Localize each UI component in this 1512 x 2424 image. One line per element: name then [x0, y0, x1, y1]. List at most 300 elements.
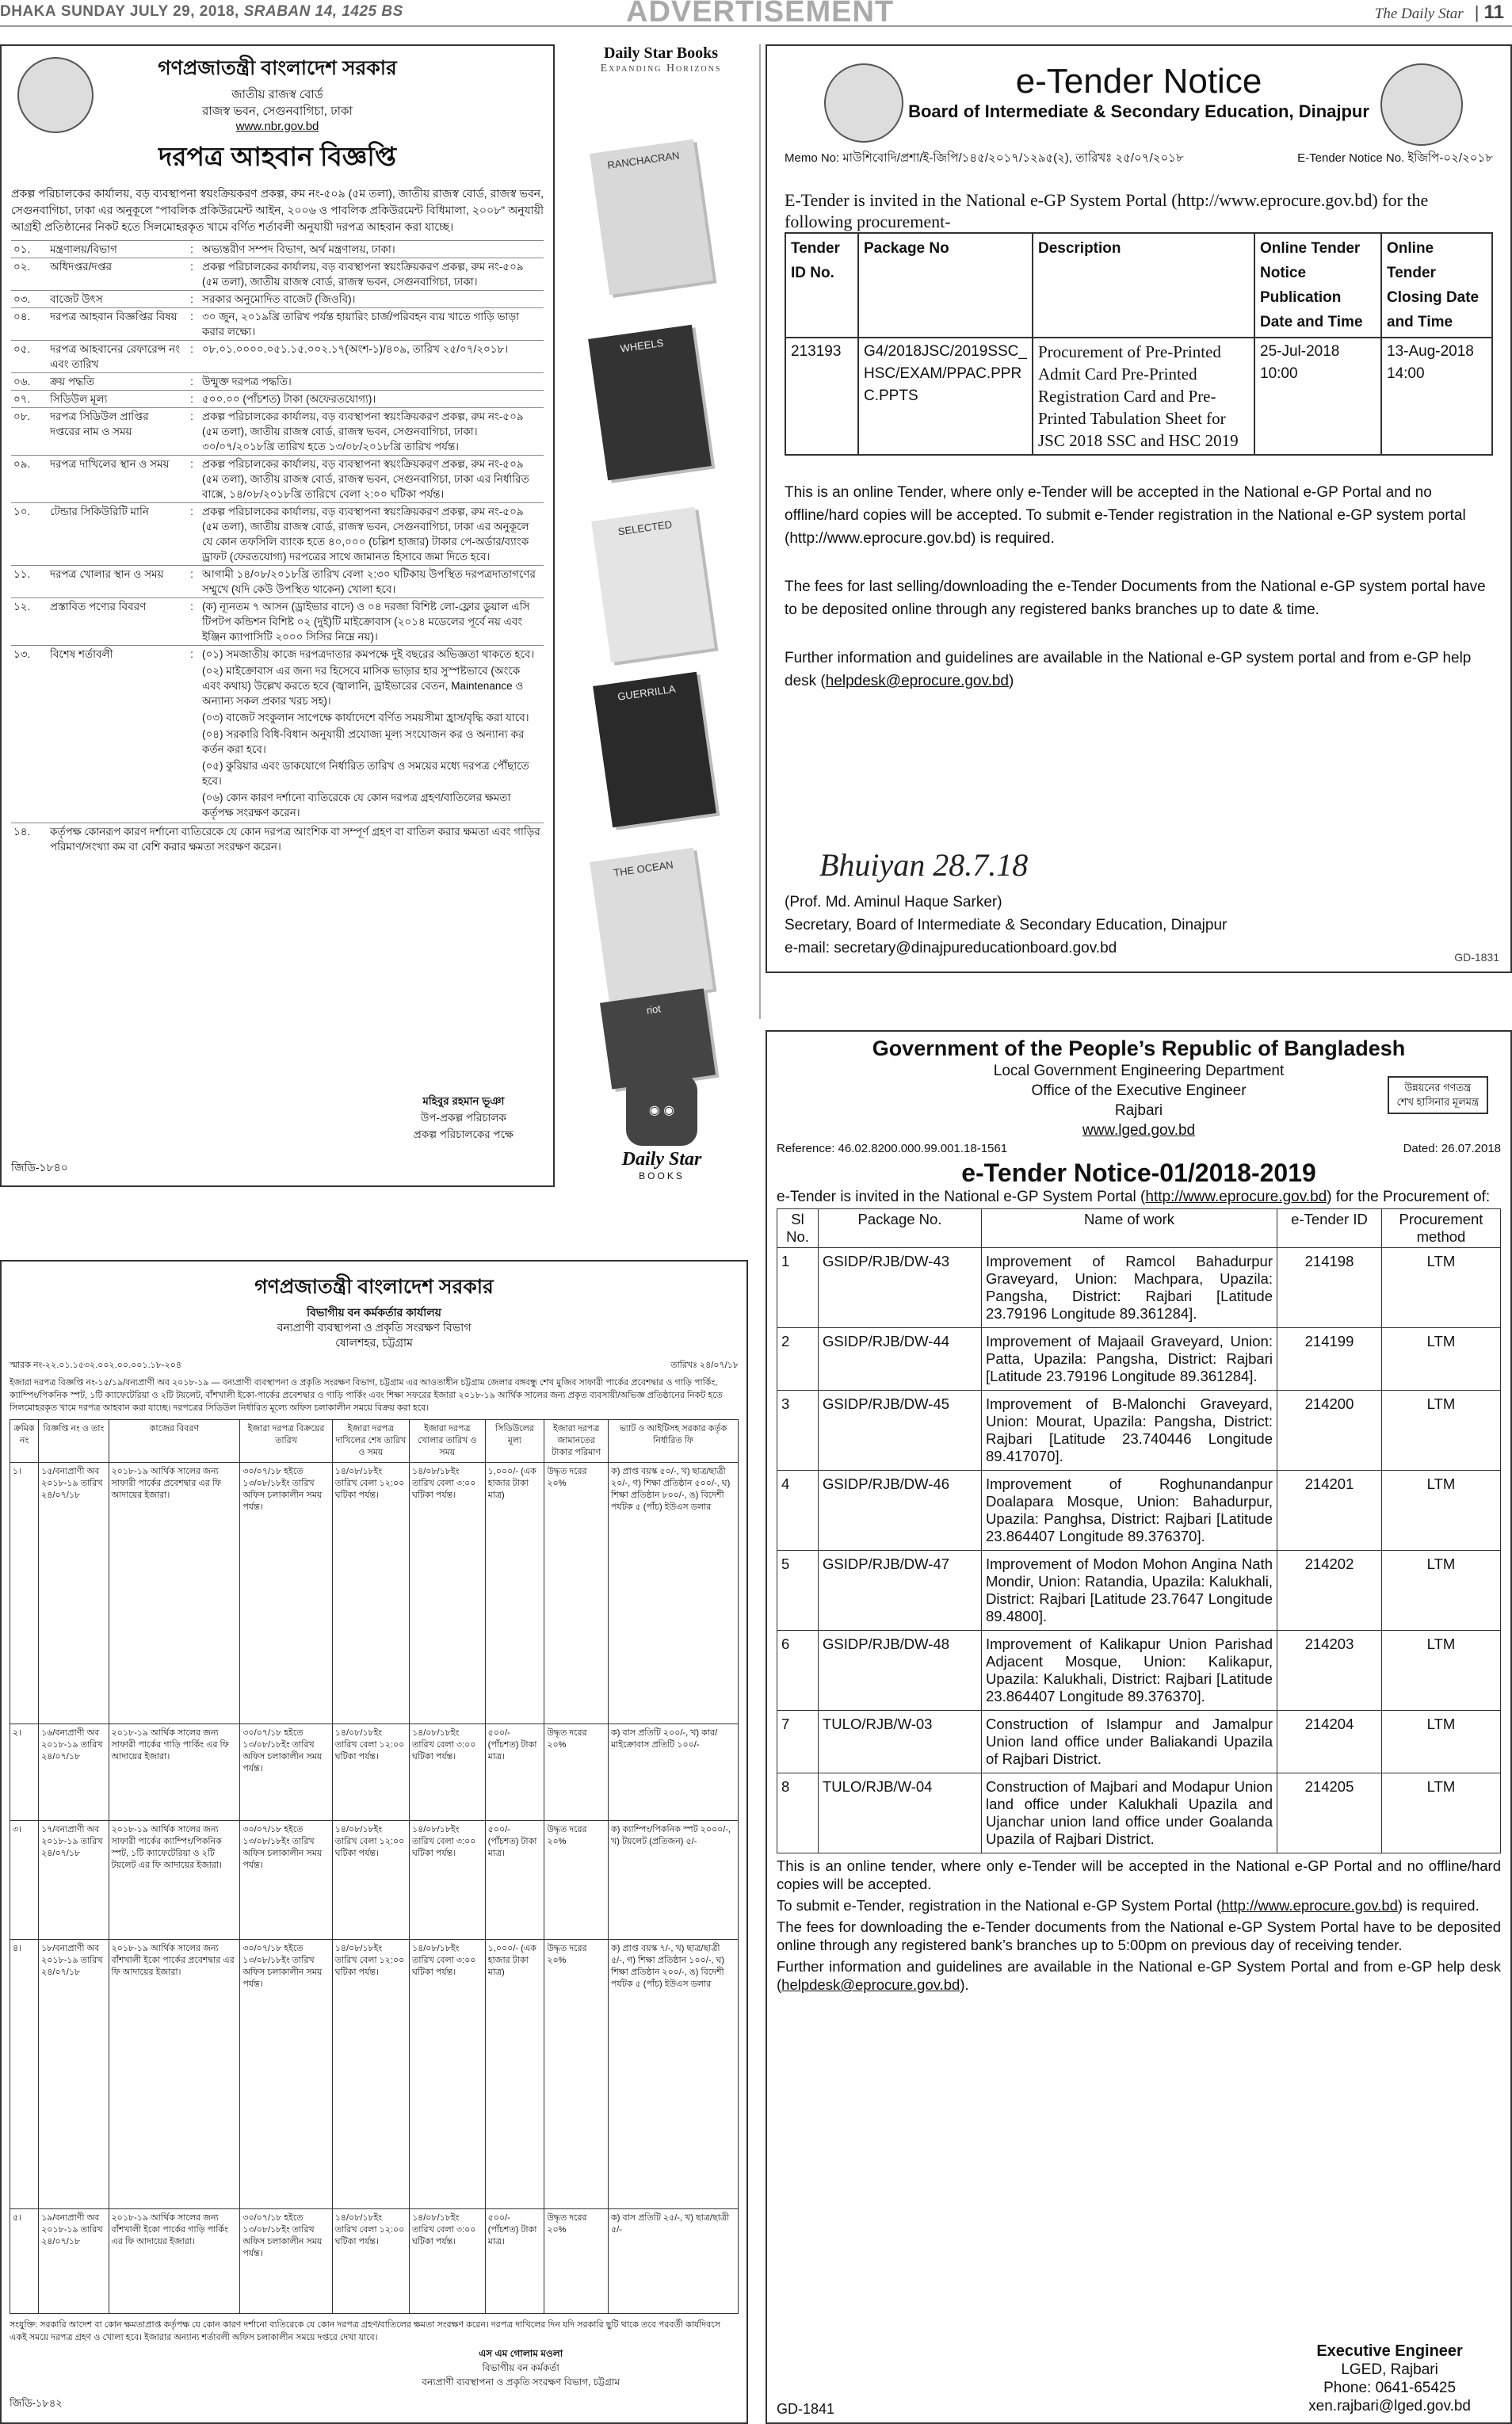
column-header: Sl No. [777, 1209, 819, 1248]
table-row [10, 1463, 739, 1724]
book-cover-title: riot [645, 1002, 662, 1017]
package-no: G4/2018JSC/2019SSC_ HSC/EXAM/PPAC.PPR C.PPTS [858, 338, 1033, 455]
cell-submit: ১৪/০৮/১৮ইং তারিখ বেলা ১২:০০ ঘটিকা পর্যন্ত। [332, 1724, 409, 1821]
term-item: (০২) মাইক্রোবাস এর জন্য দর হিসেবে মাসিক ভাড়ার হার সুস্পষ্টভাবে (অংকে এবং কথায়) উল্লেখ করতে হবে (জ্বালানি, ড্রাইভারের বেতন, Maintenance ও অন্যান্য সকল প্রকার খরচ সহ)। [202, 665, 524, 707]
row-label: প্রস্তাবিত পণ্যের বিবরণ [48, 598, 184, 646]
memo-no: স্মারক নং-২২.০১.১৫৩২.০০২.০০.০০১.১৮-২০৪ [10, 1361, 182, 1370]
row-value: অভ্যন্তরীণ সম্পদ বিভাগ, অর্থ মন্ত্রণালয়, ঢাকা। [200, 241, 544, 258]
table-row [777, 1471, 1501, 1551]
row-label: দরপত্র আহবানের রেফারেন্স নং এবং তারিখ [48, 341, 184, 373]
books-title: Daily Star Books [603, 44, 719, 62]
column-divider [759, 44, 761, 1019]
cell-work: Construction of Islampur and Jamalpur Union land office under Baliakandi Upazila of Rajbari District. [982, 1711, 1277, 1773]
signer-name: মহিবুর রহমান ভূঞা [422, 1095, 505, 1107]
ad-address: রাজস্ব ভবন, সেগুনবাগিচা, ঢাকা [202, 105, 353, 118]
board-logo-icon [824, 63, 903, 143]
row-colon: : [184, 503, 200, 566]
table-row [777, 1551, 1501, 1631]
signer-title: Secretary, Board of Intermediate & Secondary Education, Dinajpur [785, 917, 1228, 933]
row-label: মন্ত্রণালয়/বিভাগ [48, 241, 184, 258]
cell-tender-id: 214199 [1277, 1328, 1382, 1391]
cell-work: Improvement of Majaail Graveyard, Union: Patta, Upazila: Pangsha, District: Rajbari [Latitude 23.79196 Longitude 89.361284]. [982, 1328, 1277, 1391]
cell-sl: 1 [777, 1248, 819, 1328]
closing-date: 13-Aug-2018 14:00 [1381, 338, 1492, 455]
cell-package: TULO/RJB/W-03 [819, 1711, 982, 1773]
ad-code: GD-1841 [777, 2401, 835, 2417]
cell-tender-id: 214205 [1277, 1773, 1382, 1853]
table-row [10, 2209, 739, 2314]
cell-work: ২০১৮-১৯ আর্থিক সালের জন্য বাঁশখালী ইকো পার্কের প্রবেশদ্বার এর ফি আদায়ের ইজারা। [109, 1940, 240, 2209]
cell-package: GSIDP/RJB/DW-47 [819, 1551, 982, 1631]
cell-sl: ৩। [10, 1821, 39, 1940]
row-value [200, 646, 544, 823]
cell-method: LTM [1382, 1631, 1501, 1711]
ad-intro: ইজারা দরপত্র বিজ্ঞপ্তি নং-১৫/১৯/বন্যপ্রাণী অব ২০১৮-১৯ — বন্যপ্রাণী ব্যবস্থাপনা ও প্রকৃতি সংরক্ষণ বিভাগ, চট্টগ্রাম এর আওতাধীন চট্টগ্রাম জেলার বঙ্গবন্ধু শেখ মুজিব সাফারী পার্কের প্রবেশদ্বার ও গাড়ি পার্কিং, ক্যাম্পিং/পিকনিক স্পট, ১টি ক্যাফেটেরিয়া ও ২টি টয়লেট, বাঁশখালী ইকো-পার্কের প্রবেশদ্বার ও গাড়ি পার্কিং এবং শিক্ষা সফরের ইজারা ২০১৮-১৯ আর্থিক সালের জন্য প্রকৃত ব্যবসায়ী/অভিজ্ঞ প্রতিষ্ঠানের নিকট হতে সিলমোহরকৃত খামে দরপত্র আহবান করা যাচ্ছে। দরপত্রের সিডিউল নির্ধারিত মূল্যে অফিস চলাকালীন সময়ে বিক্রয় করা হবে। [10, 1378, 723, 1413]
signer-org: LGED, Rajbari [1341, 2361, 1438, 2378]
cell-open: ১৪/০৮/১৮ইং তারিখ বেলা ৩:০০ ঘটিকা পর্যন্ত। [409, 1724, 485, 1821]
cell-work: ২০১৮-১৯ আর্থিক সালের জন্য সাফারী পার্কের গাড়ি পার্কিং এর ফি আদায়ের ইজারা। [109, 1724, 240, 1821]
dinajpur-etender-ad [766, 44, 1512, 973]
row-value: আগামী ১৪/০৮/২০১৮খ্রি তারিখ বেলা ২:৩০ ঘটিকায় উপস্থিত দরপত্রদাতাগণের সম্মুখে (যদি কেউ উপস্থিত থাকেন) খোলা হবে। [200, 566, 544, 598]
table-row [777, 1391, 1501, 1471]
signer-title: Executive Engineer [1316, 2342, 1463, 2360]
row-label: দরপত্র সিডিউল প্রাপ্তির দপ্তরের নাম ও সময় [48, 408, 184, 456]
cell-deposit: উদ্ধৃত দরের ২০% [544, 1463, 609, 1724]
cell-fee: ১,০০০/- (এক হাজার টাকা মাত্র) [485, 1463, 544, 1724]
paragraph: The fees for last selling/downloading the e-Tender Documents from the National e-GP system portal have to be deposited online through any registered banks branches up to date & time. [785, 578, 1486, 618]
govt-seal-icon [1380, 63, 1463, 146]
row-colon: : [184, 241, 200, 258]
cell-work: Improvement of Kalikapur Union Parishad Adjacent Mosque, Union: Kalikapur, Upazila: Kalukhali, District: Rajbari [Latitude 23.864407 Longitude 89.376370]. [982, 1631, 1277, 1711]
owl-logo-icon: ◉ ◉ [626, 1075, 697, 1146]
term-item: (০৫) কুরিয়ার এবং ডাকযোগে নির্ধারিত তারিখ ও সময়ের মধ্যে দরপত্র পৌঁছাতে হবে। [202, 760, 529, 787]
cell-tender-id: 214201 [1277, 1471, 1382, 1551]
column-header: ক্রমিক নং [10, 1420, 39, 1463]
govt-seal-icon [17, 57, 94, 133]
ad-title: e-Tender Notice-01/2018-2019 [961, 1159, 1316, 1187]
row-label: দরপত্র খোলার স্থান ও সময় [48, 566, 184, 598]
ad-title: e-Tender Notice [1015, 62, 1262, 101]
row-colon: : [184, 291, 200, 308]
cell-sale: ৩০/০৭/১৮ হইতে ১৩/০৮/১৮ইং তারিখ অফিস চলাকালীন সময় পর্যন্ত। [240, 1821, 332, 1940]
date: SUNDAY JULY 29, 2018, [60, 3, 239, 20]
cell-ref: ১৮/বন্যপ্রাণী অব ২০১৮-১৯ তারিখ ২৪/০৭/১৮ [39, 1940, 109, 2209]
cell-ref: ১৭/বন্যপ্রাণী অব ২০১৮-১৯ তারিখ ২৪/০৭/১৮ [39, 1821, 109, 1940]
cell-open: ১৪/০৮/১৮ইং তারিখ বেলা ৩:০০ ঘটিকা পর্যন্ত। [409, 2209, 485, 2314]
publication-date: 25-Jul-2018 10:00 [1254, 338, 1381, 455]
table-row [11, 308, 544, 341]
row-label: ক্রয় পদ্ধতি [48, 373, 184, 391]
table-row [11, 408, 544, 456]
row-label: দরপত্র আহবান বিজ্ঞপ্তির বিষয় [48, 308, 184, 341]
ad-website-link[interactable]: www.lged.gov.bd [1082, 1122, 1196, 1139]
column-header: Procurement method [1382, 1209, 1501, 1248]
cell-open: ১৪/০৮/১৮ইং তারিখ বেলা ৩:০০ ঘটিকা পর্যন্ত। [409, 1821, 485, 1940]
book-cover[interactable] [588, 325, 712, 481]
tender-id: 213193 [785, 338, 858, 455]
book-cover-title: GUERRILLA [617, 682, 677, 703]
signer-email[interactable]: xen.rajbari@lged.gov.bd [1308, 2398, 1471, 2414]
cell-sale: ৩০/০৭/১৮ হইতে ১৩/০৮/১৮ইং তারিখ অফিস চলাকালীন সময় পর্যন্ত। [240, 2209, 332, 2314]
paragraph: This is an online tender, where only e-Tender will be accepted in the National e-GP Portal and no offline/hard copies will be accepted. [777, 1857, 1501, 1892]
cell-method: LTM [1382, 1471, 1501, 1551]
lease-table [10, 1419, 739, 2314]
cell-method: LTM [1382, 1773, 1501, 1853]
ad-office: Office of the Executive Engineer [1031, 1082, 1247, 1099]
cell-sl: 7 [777, 1711, 819, 1773]
signature-block [414, 1093, 514, 1143]
ad-title: দরপত্র আহবান বিজ্ঞপ্তি [158, 142, 396, 171]
cell-ref: ১৬/বন্যপ্রাণী অব ২০১৮-১৯ তারিখ ২৪/০৭/১৮ [39, 1724, 109, 1821]
cell-method: LTM [1382, 1391, 1501, 1471]
book-cover-title: RANCHACRAN [606, 149, 681, 172]
cell-ref: ১৫/বন্যপ্রাণী অব ২০১৮-১৯ তারিখ ২৪/০৭/১৮ [39, 1463, 109, 1724]
row-label: অধিদপ্তর/দপ্তর [48, 258, 184, 291]
row-colon: : [184, 408, 200, 456]
cell-sl: 3 [777, 1391, 819, 1471]
row-colon: : [184, 373, 200, 391]
column-header: ইজারা দরপত্র জামানতের টাকার পরিমাণ [544, 1420, 609, 1463]
row-colon: : [184, 308, 200, 341]
tender-terms-table [11, 240, 544, 855]
cell-open: ১৪/০৮/১৮ইং তারিখ বেলা ৩:০০ ঘটিকা পর্যন্ত। [409, 1463, 485, 1724]
cell-tender-id: 214203 [1277, 1631, 1382, 1711]
row-value: ৫০০.০০ (পাঁচশত) টাকা (অফেরতযোগ্য)। [200, 391, 544, 408]
row-label: দরপত্র দাখিলের স্থান ও সময় [48, 456, 184, 503]
cell-sl: 4 [777, 1471, 819, 1551]
signer-dept: বন্যপ্রাণী ব্যবস্থাপনা ও প্রকৃতি সংরক্ষণ বিভাগ, চট্টগ্রাম [422, 2376, 620, 2388]
daily-star-books-ad [566, 44, 756, 1201]
memo-line [10, 1358, 739, 1373]
cell-package: GSIDP/RJB/DW-43 [819, 1248, 982, 1328]
nbr-tender-ad [0, 44, 555, 1187]
ad-govt-title: Government of the People’s Republic of Bangladesh [872, 1036, 1406, 1060]
cell-sl: 6 [777, 1631, 819, 1711]
row-colon: : [184, 646, 200, 823]
cell-charges: ক) বাস প্রতিটি ২৫/-, খ) ছাত্র/ছাত্রী ৫/- [609, 2209, 739, 2314]
column-header: Package No [858, 233, 1033, 338]
cell-sl: 8 [777, 1773, 819, 1853]
table-row [11, 391, 544, 408]
column-header: Package No. [819, 1209, 982, 1248]
signer-title: বিভাগীয় বন কর্মকর্তা [482, 2362, 559, 2373]
ad-subtitle: Board of Intermediate & Secondary Education, Dinajpur [908, 101, 1369, 121]
city: DHAKA [0, 3, 57, 20]
ad-office: বিভাগীয় বন কর্মকর্তার কার্যালয় [307, 1306, 441, 1319]
cell-package: GSIDP/RJB/DW-48 [819, 1631, 982, 1711]
row-colon: : [184, 341, 200, 373]
cell-sl: ২। [10, 1724, 39, 1821]
table-row [785, 338, 1492, 455]
reference-line [777, 1142, 1501, 1155]
tender-table [777, 1208, 1501, 1853]
row-number: ১২. [11, 598, 48, 646]
cell-charges: ক) বাস প্রতিটি ২০০/-, খ) কার/মাইক্রোবাস প্রতিটি ১০০/- [609, 1724, 739, 1821]
paragraph: The fees for downloading the e-Tender documents from the National e-GP System Portal have to be deposited online through any registered bank’s branches up to 5:00pm on previous day of receiving tender. [777, 1918, 1501, 1953]
ad-dept: Local Government Engineering Department [993, 1063, 1285, 1079]
column-header: সিডিউলের মূল্য [485, 1420, 544, 1463]
table-row [11, 341, 544, 373]
table-row [11, 823, 544, 856]
cell-submit: ১৪/০৮/১৮ইং তারিখ বেলা ১২:০০ ঘটিকা পর্যন্ত। [332, 2209, 409, 2314]
description: Procurement of Pre-Printed Admit Card Pre-Printed Registration Card and Pre-Printed Tabulation Sheet for JSC 2018 SSC and HSC 2019 [1033, 338, 1254, 455]
cell-tender-id: 214202 [1277, 1551, 1382, 1631]
row-value: কর্তৃপক্ষ কোনরূপ কারণ দর্শানো ব্যতিরেকে যে কোন দরপত্র আংশিক বা সম্পূর্ণ গ্রহণ বা বাতিল করার ক্ষমতা এবং গাড়ির পরিমাণ/সংখ্যা কম বা বেশি করার ক্ষমতা সংরক্ষণ করেন। [48, 823, 544, 856]
cell-sl: 2 [777, 1328, 819, 1391]
table-row [10, 1940, 739, 2209]
cell-work: ২০১৮-১৯ আর্থিক সালের জন্য বাঁশখালী ইকো পার্কের গাড়ি পার্কিং এর ফি আদায়ের ইজারা। [109, 2209, 240, 2314]
cell-tender-id: 214204 [1277, 1711, 1382, 1773]
ad-address: ষোলশহর, চট্টগ্রাম [335, 1336, 413, 1349]
cell-open: ১৪/০৮/১৮ইং তারিখ বেলা ৩:০০ ঘটিকা পর্যন্ত। [409, 1940, 485, 2209]
reference-no: Reference: 46.02.8200.000.99.001.18-1561 [777, 1142, 1008, 1155]
table-row [11, 456, 544, 503]
term-item: (০৪) সরকারি বিধি-বিধান অনুযায়ী প্রযোজ্য মূল্য সংযোজন কর ও অন্যান্য কর কর্তন করা হবে। [202, 728, 525, 755]
row-number: ০১. [11, 241, 48, 258]
cell-ref: ১৯/বন্যপ্রাণী অব ২০১৮-১৯ তারিখ ২৪/০৭/১৮ [39, 2209, 109, 2314]
ad-website-link[interactable]: www.nbr.gov.bd [235, 120, 319, 133]
row-number: ০৯. [11, 456, 48, 503]
cell-sl: 5 [777, 1551, 819, 1631]
paper-folio: The Daily Star | 11 [1374, 2, 1504, 23]
column-header: কাজের বিবরণ [109, 1420, 240, 1463]
row-number: ০৪. [11, 308, 48, 341]
cell-work: ২০১৮-১৯ আর্থিক সালের জন্য সাফারী পার্কের ক্যাম্পিং/পিকনিক স্পট, ১টি ক্যাফেটেরিয়া ও ২টি টয়লেট এর ফি আদায়ের ইজারা। [109, 1821, 240, 1940]
row-number: ১৩. [11, 646, 48, 823]
book-cover-title: THE OCEAN [613, 858, 674, 879]
signature-block [422, 2346, 620, 2389]
row-number: ০৩. [11, 291, 48, 308]
paragraph: To submit e-Tender, registration in the National e-GP System Portal (http://www.eprocure.gov.bd) is required. [777, 1897, 1480, 1914]
signer-for: প্রকল্প পরিচালকের পক্ষে [413, 1128, 514, 1140]
book-cover[interactable] [590, 848, 713, 1004]
eprocure-link[interactable]: http://www.eprocure.gov.bd [1221, 1897, 1398, 1914]
row-value: প্রকল্প পরিচালকের কার্যালয়, বড় ব্যবস্থাপনা স্বয়ংক্রিয়করণ প্রকল্প, রুম নং-৫০৯ (৫ম তলা), জাতীয় রাজস্ব বোর্ড, রাজস্ব ভবন, সেগুনবাগিচা, ঢাকা। ৩০/০৭/২০১৮খ্রি তারিখ হতে ১৩/০৮/২০১৮খ্রি তারিখ পর্যন্ত। [200, 408, 544, 456]
helpdesk-link[interactable]: helpdesk@eprocure.gov.bd [781, 1976, 960, 1993]
dateline [0, 3, 403, 21]
row-colon: : [184, 566, 200, 598]
cell-work: Improvement of B-Malonchi Graveyard, Union: Mourat, Upazila: Pangsha, District: Rajbari [Latitude 23.740446 Longitude 89.417070]. [982, 1391, 1277, 1471]
row-value: প্রকল্প পরিচালকের কার্যালয়, বড় ব্যবস্থাপনা স্বয়ংক্রিয়করণ প্রকল্প, রুম নং-৫০৯ (৫ম তলা), জাতীয় রাজস্ব বোর্ড, রাজস্ব ভবন, সেগুনবাগিচা, ঢাকা এর নির্ধারিত বাক্সে, ১৪/০৮/২০১৮খ্রি তারিখে বেলা ২:০০ ঘটিকা পর্যন্ত। [200, 456, 544, 503]
cell-deposit: উদ্ধৃত দরের ২০% [544, 2209, 609, 2314]
table-row [11, 598, 544, 646]
cell-charges: ক) প্রাপ্ত বয়স্ক ৭/-, খ) ছাত্র/ছাত্রী ৫/-, গ) শিক্ষা প্রতিষ্ঠান ১০০/-, ঘ) শিক্ষা প্রতিষ্ঠান ২০০/-, ঙ) বিদেশী পর্যটক ৫ (পাঁচ) ইউএস ডলার [609, 1940, 739, 2209]
page-number: 11 [1483, 2, 1504, 23]
book-cover-title: WHEELS [619, 336, 665, 355]
table-row [777, 1248, 1501, 1328]
cell-sl: ৪। [10, 1940, 39, 2209]
cell-work: Construction of Majbari and Modapur Union land office under Kalukhali Upazila and Ujanchar union land office under Goalanda Upazila of Rajbari District. [982, 1773, 1277, 1853]
row-value: ০৮.০১.০০০০.০৫১.১৫.০০২.১৭(অংশ-১)/৪০৯, তারিখ ২৫/০৭/২০১৮। [200, 341, 544, 373]
signer-name: এস এম গোলাম মওলা [479, 2348, 563, 2359]
row-number: ০২. [11, 258, 48, 291]
cell-sl: ১। [10, 1463, 39, 1724]
row-number: ০৬. [11, 373, 48, 391]
cell-sale: ৩০/০৭/১৮ হইতে ১৩/০৮/১৮ইং তারিখ অফিস চলাকালীন সময় পর্যন্ত। [240, 1463, 332, 1724]
column-header: ইজারা দরপত্র বিক্রয়ের তারিখ [240, 1420, 332, 1463]
table-row [11, 241, 544, 258]
book-cover[interactable] [590, 139, 713, 296]
column-header: Tender ID No. [785, 233, 858, 338]
table-row [777, 1711, 1501, 1773]
tender-table [785, 232, 1493, 456]
brand-sub: BOOKS [639, 1170, 685, 1181]
cell-sale: ৩০/০৭/১৮ হইতে ১৩/০৮/১৮ইং তারিখ অফিস চলাকালীন সময় পর্যন্ত। [240, 1940, 332, 2209]
cell-method: LTM [1382, 1248, 1501, 1328]
row-colon: : [184, 456, 200, 503]
cell-work: Improvement of Ramcol Bahadurpur Graveyard, Union: Machpara, Upazila: Pangsha, District: Rajbari [Latitude 23.79196 Longitude 89.361284]. [982, 1248, 1277, 1328]
lead-paragraph: e-Tender is invited in the National e-GP System Portal (http://www.eprocure.gov.bd) for the Procurement of: [777, 1189, 1491, 1205]
memo-no: Memo No: মাউশিবোদি/প্রশা/ই-জিপি/১৪৫/২০১৭/১২৯৫(২), তারিখঃ ২৫/০৭/২০১৮ [785, 151, 1184, 165]
column-header: Online Tender Closing Date and Time [1381, 233, 1492, 338]
column-header: ভ্যাট ও আইটিসহ সরকার কর্তৃক নির্ধারিত ফি [609, 1420, 739, 1463]
cell-submit: ১৪/০৮/১৮ইং তারিখ বেলা ১২:০০ ঘটিকা পর্যন্ত। [332, 1821, 409, 1940]
cell-tender-id: 214198 [1277, 1248, 1382, 1328]
cell-work: Improvement of Modon Mohon Angina Nath Mondir, Union: Ratandia, Upazila: Kalukhali, District: Rajbari [Latitude 23.7647 Longitude 89.4800]. [982, 1551, 1277, 1631]
ad-govt-title: গণপ্রজাতন্ত্রী বাংলাদেশ সরকার [254, 1276, 494, 1298]
book-cover-title: SELECTED [617, 518, 673, 538]
masthead [0, 0, 1512, 27]
cell-fee: ১,০০০/- (এক হাজার টাকা মাত্র) [485, 1940, 544, 2209]
signer-phone: Phone: 0641-65425 [1323, 2380, 1457, 2396]
book-cover[interactable] [591, 507, 715, 663]
row-value: উন্মুক্ত দরপত্র পদ্ধতি। [200, 373, 544, 391]
signer-name: (Prof. Md. Aminul Haque Sarker) [785, 894, 1002, 910]
lged-etender-ad [766, 1030, 1512, 2424]
table-row [10, 1821, 739, 1940]
section-title: ADVERTISEMENT [626, 0, 895, 29]
cell-package: GSIDP/RJB/DW-45 [819, 1391, 982, 1471]
table-row [11, 291, 544, 308]
term-item: (০১) সমজাতীয় কাজে দরপত্রদাতার কমপক্ষে দুই বছরের অভিজ্ঞতা থাকতে হবে। [202, 648, 535, 660]
term-item: (০৬) কোন কারণ দর্শানো ব্যতিরেকে যে কোন দরপত্র গ্রহণ/বাতিলের ক্ষমতা কর্তৃপক্ষ সংরক্ষণ করেন। [202, 792, 511, 819]
cell-fee: ৫০০/- (পাঁচশত) টাকা মাত্র। [485, 1724, 544, 1821]
cell-deposit: উদ্ধৃত দরের ২০% [544, 1940, 609, 2209]
row-number: ১০. [11, 503, 48, 566]
ad-govt-title: গণপ্রজাতন্ত্রী বাংলাদেশ সরকার [158, 57, 397, 79]
row-label: বিশেষ শর্তাবলী [48, 646, 184, 823]
cell-sl: ৫। [10, 2209, 39, 2314]
ad-place: Rajbari [1114, 1102, 1163, 1119]
column-header: ইজারা দরপত্র খোলার তারিখ ও সময় [409, 1420, 485, 1463]
row-number: ১১. [11, 566, 48, 598]
ad-code: GD-1831 [1454, 951, 1499, 964]
table-row [11, 258, 544, 291]
lead-paragraph: E-Tender is invited in the National e-GP System Portal (http://www.eprocure.gov.bd) for the following procurement- [785, 190, 1429, 231]
row-number: ১৪. [11, 823, 48, 856]
handwritten-signature: Bhuiyan 28.7.18 [819, 847, 1029, 883]
term-item: (০৩) বাজেট সংকুলান সাপেক্ষে কার্যাদেশে বর্ণিত সময়সীমা হ্রাস/বৃদ্ধি করা যাবে। [202, 712, 529, 723]
eprocure-link[interactable]: http://www.eprocure.gov.bd [1145, 1189, 1327, 1205]
column-header: Description [1033, 233, 1254, 338]
signature-block [785, 891, 1227, 960]
ad-intro: প্রকল্প পরিচালকের কার্যালয়, বড় ব্যবস্থাপনা স্বয়ংক্রিয়করণ প্রকল্প, রুম নং-৫০৯ (৫ম তলা), জাতীয় রাজস্ব বোর্ড, রাজস্ব ভবন, সেগুনবাগিচা, ঢাকা এর অনুকূলে "পাবলিক প্রকিউরমেন্ট আইন, ২০০৬ ও পাবলিক প্রকিউরমেন্ট বিধিমালা, ২০০৮" অনুযায়ী আগ্রহী প্রতিষ্ঠানের নিকট হতে সিলমোহরকৃত খামে বর্ণিত শর্তাবলী অনুযায়ী দরপত্র আহবান করা যাচ্ছে। [11, 187, 544, 233]
cell-tender-id: 214200 [1277, 1391, 1382, 1471]
book-cover[interactable] [593, 672, 716, 828]
row-label: বাজেট উৎস [48, 291, 184, 308]
signer-title: উপ-প্রকল্প পরিচালক [420, 1112, 507, 1124]
row-value: (ক) ন্যূনতম ৭ আসন (ড্রাইভার বাদে) ও ০৪ দরজা বিশিষ্ট লো-ফ্লোর ডুয়াল এসি টিপটপ কন্ডিশন বিশিষ্ট ০২ (দুই)টি মাইক্রোবাস (২০১৪ মডেলের পূর্বে নয় এবং ইঞ্জিন ক্যাপাসিটি ২০০০ সিসির নিম্নে নয়)। [200, 598, 544, 646]
books-brand [610, 1075, 713, 1181]
cell-deposit: উদ্ধৃত দরের ২০% [544, 1821, 609, 1940]
ad-board: জাতীয় রাজস্ব বোর্ড [231, 88, 323, 101]
cell-fee: ৫০০/- (পাঁচশত) টাকা মাত্র। [485, 2209, 544, 2314]
cell-method: LTM [1382, 1551, 1501, 1631]
table-row [11, 503, 544, 566]
date-bn: SRABAN 14, 1425 BS [243, 3, 403, 20]
slogan-stamp: উন্নয়নের গণতন্ত্র শেখ হাসিনার মূলমন্ত্র [1388, 1076, 1488, 1114]
row-value: সরকার অনুমোদিত বাজেট (জিওবি)। [200, 291, 544, 308]
table-row [10, 1724, 739, 1821]
paragraph: Further information and guidelines are available in the National e-GP system portal and from e-GP help desk (helpdesk@eprocure.gov.bd) [785, 650, 1472, 689]
row-value: ৩০ জুন, ২০১৯খ্রি তারিখ পর্যন্ত হায়ারিং চার্জ/পরিবহন ব্যয় খাতে গাড়ি ভাড়া করার লক্ষ্যে। [200, 308, 544, 341]
cell-method: LTM [1382, 1711, 1501, 1773]
reference-date: Dated: 26.07.2018 [1403, 1142, 1501, 1155]
column-header: e-Tender ID [1277, 1209, 1382, 1248]
cell-submit: ১৪/০৮/১৮ইং তারিখ বেলা ১২:০০ ঘটিকা পর্যন্ত। [332, 1463, 409, 1724]
signature-block [1308, 2342, 1471, 2415]
cell-charges: ক) ক্যাম্পিং/পিকনিক স্পট ২০০০/-, খ) টয়লেট (প্রতিজন) ৫/- [609, 1821, 739, 1940]
table-row [11, 646, 544, 823]
cell-work: ২০১৮-১৯ আর্থিক সালের জন্য সাফারী পার্কের প্রবেশদ্বার এর ফি আদায়ের ইজারা। [109, 1463, 240, 1724]
cell-submit: ১৪/০৮/১৮ইং তারিখ বেলা ১২:০০ ঘটিকা পর্যন্ত। [332, 1940, 409, 2209]
row-colon: : [184, 258, 200, 291]
cell-package: TULO/RJB/W-04 [819, 1773, 982, 1853]
row-number: ০৭. [11, 391, 48, 408]
helpdesk-link[interactable]: helpdesk@eprocure.gov.bd [825, 673, 1009, 689]
table-row [777, 1328, 1501, 1391]
column-header: বিজ্ঞপ্তি নং ও তাং [39, 1420, 109, 1463]
paragraph: Further information and guidelines are available in the National e-GP System Portal and from e-GP help desk (helpdesk@eprocure.gov.bd). [777, 1958, 1501, 1993]
column-header: Name of work [982, 1209, 1277, 1248]
memo-date: তারিখঃ ২৪/০৭/১৮ [670, 1361, 739, 1370]
row-label: টেন্ডার সিকিউরিটি মানি [48, 503, 184, 566]
row-label: সিডিউল মূল্য [48, 391, 184, 408]
cell-sale: ৩০/০৭/১৮ হইতে ১৩/০৮/১৮ইং তারিখ অফিস চলাকালীন সময় পর্যন্ত। [240, 1724, 332, 1821]
paragraph: This is an online Tender, where only e-Tender will be accepted in the National e-GP Portal and no offline/hard copies will be accepted. To submit e-Tender registration in the National e-GP system portal (http://www.eprocure.gov.bd) is required. [785, 484, 1466, 547]
cell-package: GSIDP/RJB/DW-46 [819, 1471, 982, 1551]
ad-dept: বন্যপ্রাণী ব্যবস্থাপনা ও প্রকৃতি সংরক্ষণ বিভাগ [277, 1321, 472, 1334]
table-row [777, 1631, 1501, 1711]
forest-lease-tender-ad [0, 1260, 748, 2424]
notice-no: E-Tender Notice No. ইজিপি-০২/২০১৮ [1297, 151, 1493, 165]
table-row [777, 1773, 1501, 1853]
cell-deposit: উদ্ধৃত দরের ২০% [544, 1724, 609, 1821]
row-value: প্রকল্প পরিচালকের কার্যালয়, বড় ব্যবস্থাপনা স্বয়ংক্রিয়করণ প্রকল্প, রুম নং-৫০৯ (৫ম তলা), জাতীয় রাজস্ব বোর্ড, রাজস্ব ভবন, সেগুনবাগিচা, ঢাকা। [200, 258, 544, 291]
cell-charges: ক) প্রাপ্ত বয়স্ক ৫০/-, খ) ছাত্র/ছাত্রী ২০/-, গ) শিক্ষা প্রতিষ্ঠান ৫০০/-, ঘ) শিক্ষা প্রতিষ্ঠান ৮০০/-, ঙ) বিদেশী পর্যটক ৫ (পাঁচ) ইউএস ডলার [609, 1463, 739, 1724]
books-tagline: Expanding Horizons [600, 63, 722, 74]
memo-line [785, 149, 1493, 169]
ad-code: জিডি-১৮৪০ [11, 1161, 68, 1174]
ad-code: জিডি-১৮৪২ [10, 2397, 63, 2409]
signer-email[interactable]: e-mail: secretary@dinajpureducationboard.gov.bd [785, 940, 1117, 956]
cell-method: LTM [1382, 1328, 1501, 1391]
row-value: প্রকল্প পরিচালকের কার্যালয়, বড় ব্যবস্থাপনা স্বয়ংক্রিয়করণ প্রকল্প, রুম নং-৫০৯ (৫ম তলা), জাতীয় রাজস্ব বোর্ড, রাজস্ব ভবন, সেগুনবাগিচা, ঢাকা এর অনুকূলে যে কোন তফসিলি ব্যাংক হতে ৪০,০০০ (চল্লিশ হাজার) টাকার পে-অর্ডার/ব্যাংক ড্রাফট (ফেরতযোগ্য) দরপত্রের সাথে জামানত হিসাবে জমা দিতে হবে। [200, 503, 544, 566]
row-colon: : [184, 598, 200, 646]
cell-work: Improvement of Roghunandanpur Doalapara Mosque, Union: Bahadurpur, Upazila: Panghsa, District: Rajbari [Latitude 23.864407 Longitude 89.376370]. [982, 1471, 1277, 1551]
row-colon: : [184, 391, 200, 408]
cell-package: GSIDP/RJB/DW-44 [819, 1328, 982, 1391]
column-header: ইজারা দরপত্র দাখিলের শেষ তারিখ ও সময় [332, 1420, 409, 1463]
table-row [11, 566, 544, 598]
row-number: ০৫. [11, 341, 48, 373]
cell-fee: ৫০০/- (পাঁচশত) টাকা মাত্র। [485, 1821, 544, 1940]
brand-name: Daily Star [621, 1149, 702, 1170]
paper-logo: The Daily Star [1374, 6, 1464, 22]
column-header: Online Tender Notice Publication Date and Time [1254, 233, 1381, 338]
ad-footer: সংযুক্তি: সরকারি আদেশ বা কোন ক্ষমতাপ্রাপ্ত কর্তৃপক্ষ যে কোন কারণ দর্শানো ব্যতিরেকে যে কোন দরপত্র গ্রহণ/বাতিলের ক্ষমতা সংরক্ষণ করেন। দরপত্র দাখিলের দিন যদি সরকারি ছুটি থাকে তবে পরবর্তী কার্যদিবসে একই সময়ে দরপত্র গ্রহণ ও খোলা হবে। ইজারার অন্যান্য শর্তাবলী অফিস চলাকালীন সময়ে দপ্তরে দেখা যাবে। [10, 2320, 720, 2342]
table-row [11, 373, 544, 391]
